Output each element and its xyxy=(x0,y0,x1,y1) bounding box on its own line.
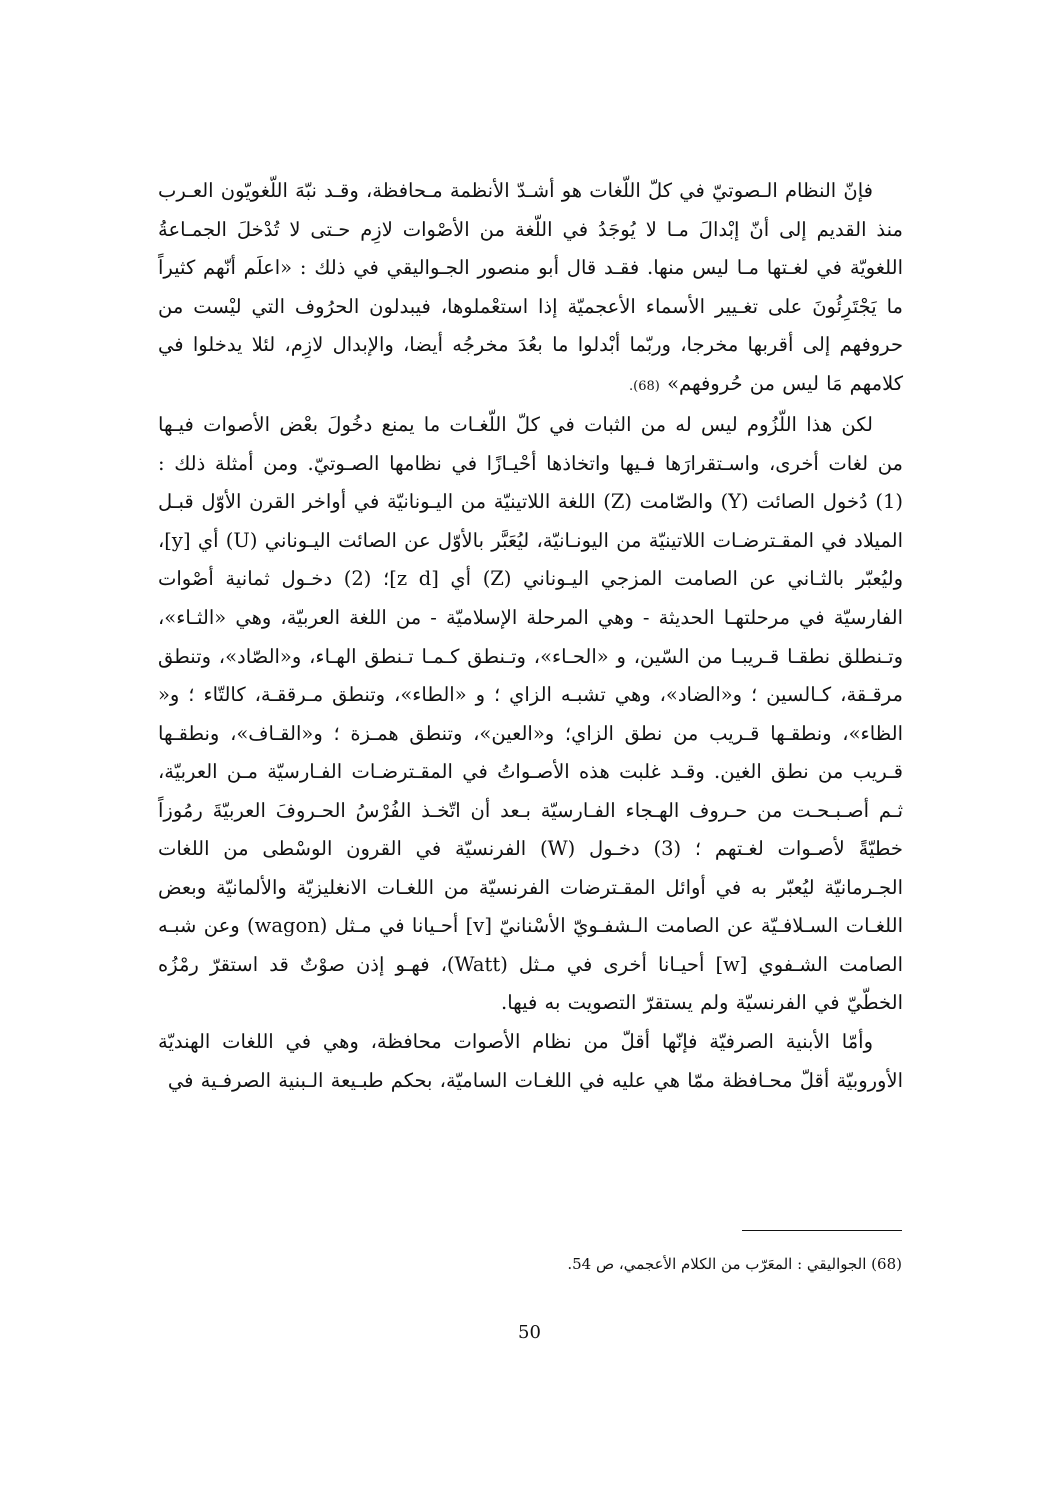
body-text xyxy=(158,172,903,1100)
footnote-reference: (68). xyxy=(629,378,660,394)
paragraph-2-text: لكن هذا اللّزُوم ليس له من الثبات في كلّ اللّغـات ما يمنع دخُولَ بعْض الأصوات فيـها من لغات أخرى، واسـتقرارَها فـيها واتخاذها أحْيـازًا في نظامها الصـوتيّ. ومن أمثلة ذلك : (1) دُخول الصائت (Y) والصّامت (Z) اللغة اللاتينيّة من اليـونانيّة في أواخر القرن الأوّل قبـل الميلاد في المقـترضـات اللاتينيّة من اليونـانيّة، ليُعَبَّر بالأوّل عن الصائت اليـوناني (U) أي [y]، وليُعبّر بالثـاني عن الصامت المزجي اليـوناني (Z) أي [z d]؛ (2) دخـول ثمانية أصْوات الفارسيّة في مرحلتهـا الحديثة - وهي المرحلة الإسلاميّة - من اللغة العربيّة، وهي «الثـاء»، وتـنطلق نطقـا قـريبـا من السّين، و «الحـاء»، وتـنطق كـمـا تـنطق الهـاء، و«الصّاد»، وتنطق مرقـقة، كـالسين ؛ و«الضاد»، وهي تشبـه الزاي ؛ و «الطاء»، وتنطق مـرققـة، كالتّاء ؛ و« الظاء»، ونطقـها قـريب من نطق الزاي؛ و«العين»، وتنطق همـزة ؛ و«القـاف»، ونطقـها قـريب من نطق الغين. وقـد غلبت هذه الأصـواتُ في المقـترضـات الفـارسيّة مـن العربيّة، ثـم أصـبـحـت من حـروف الهـجاء الفـارسيّة بـعد أن اتّخـذ الفُرْسُ الحـروفَ العربيّةَ رمُوزاً خطيّةً لأصـوات لغـتهم ؛ (3) دخـول (W) الفرنسيّة في القرون الوسْطى من اللغات الجـرمانيّة ليُعبّر به في أوائل المقـترضات الفرنسيّة من اللغـات الانغليزيّة والألمانيّة وبعض اللغـات السـلافـيّة عن الصامت الـشفـويّ الأسْنانيّ [v] أحـيانا في مـثل (wagon) وعن شبـه الصامت الشـفوي [w] أحيـانا أخرى في مـثل (Watt)، فهـو إذن صوْتٌ قد استقرّ رمْزُه الخطّيّ في الفرنسيّة ولم يستقرّ التصويت به فيها. xyxy=(158,413,903,1015)
page-number: 50 xyxy=(518,1322,541,1343)
paragraph-1-text: فإنّ النظام الـصوتيّ في كلّ اللّغات هو أشـدّ الأنظمة مـحافظة، وقـد نبّهَ اللّغويّون العـرب منذ القديم إلى أنّ إبْدالَ مـا لا يُوجَدُ في اللّغة من الأصْوات لازِم حـتى لا تُدْخلَ الجمـاعةُ اللغويّة في لغـتها مـا ليس منها. فقـد قال أبو منصور الجـواليقي في ذلك : «اعلَم أنّهم كثيراً ما يَجْتَرِئُونَ على تغـيير الأسماء الأعجميّة إذا استعْملوها، فيبدلون الحرُوف التي ليْست من حروفهم إلى أقربها مخرجا، وربّما أبْدلوا ما بعُدَ مخرجُه أيضا، والإبدال لازِم، لئلا يدخلوا في كلامهم مَا ليس من حُروفهم» xyxy=(158,179,903,395)
paragraph-3 xyxy=(158,1023,903,1100)
paragraph-1 xyxy=(158,172,903,406)
paragraph-2 xyxy=(158,406,903,1023)
footnote-divider xyxy=(742,1230,902,1231)
footnote: (68) الجواليقي : المعَرّب من الكلام الأعجمي، ص 54. xyxy=(567,1255,902,1273)
paragraph-3-text: وأمّا الأبنية الصرفيّة فإنّها أقلّ من نظام الأصوات محافظة، وهي في اللغات الهنديّة الأوروبيّة أقلّ محـافظة ممّا هي عليه في اللغـات الساميّة، بحكم طبـيعة الـبنية الصرفـية في xyxy=(158,1030,903,1092)
